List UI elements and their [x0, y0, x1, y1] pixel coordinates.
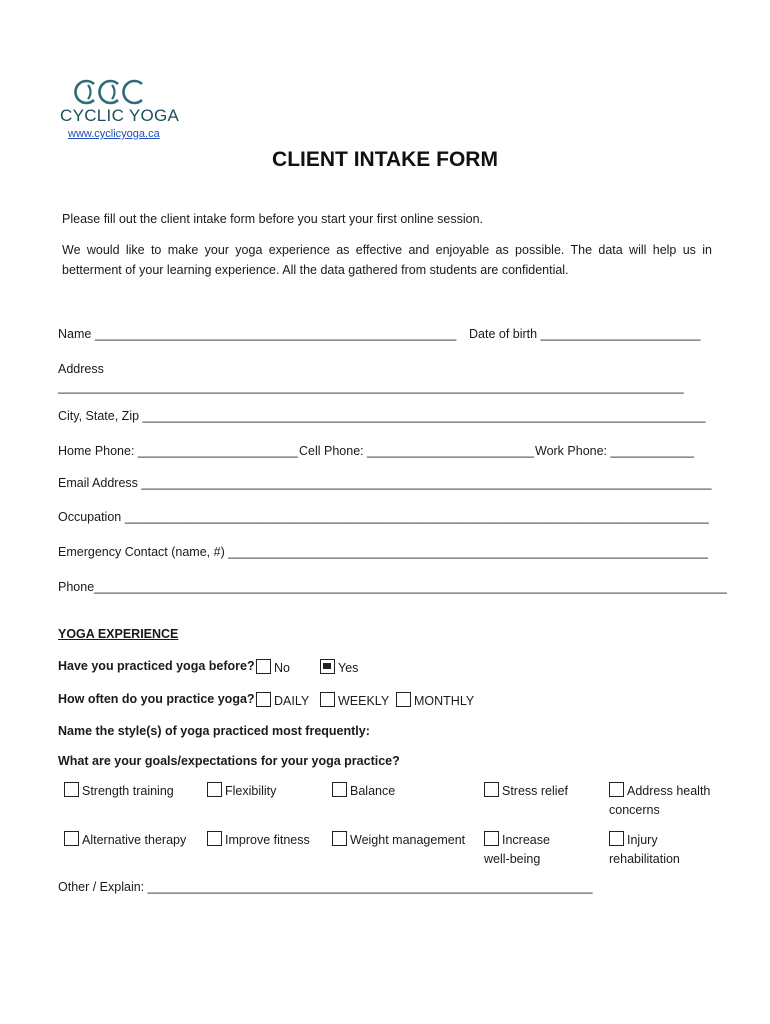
option-yes[interactable] [320, 659, 358, 675]
form-title: CLIENT INTAKE FORM [272, 148, 498, 171]
goal-label: Improve fitness [225, 833, 310, 847]
goal-alternative-therapy[interactable] [64, 831, 204, 850]
checkbox-injury-rehabilitation[interactable] [609, 831, 624, 846]
goal-label: Increase well-being [484, 833, 550, 866]
checkbox-improve-fitness[interactable] [207, 831, 222, 846]
cell-phone-field[interactable]: Cell Phone: ________________________ [299, 444, 534, 458]
home-phone-field[interactable]: Home Phone: _______________________ [58, 444, 298, 458]
intro-text-2: We would like to make your yoga experience as effective and enjoyable as possible. The data will help us in betterment of your learning experience. All the data gathered from students are confidential. [62, 243, 712, 277]
address-label: Address [58, 362, 104, 376]
practice-frequency-question: How often do you practice yoga? [58, 692, 255, 706]
option-no-label: No [274, 661, 290, 675]
goal-label: Flexibility [225, 784, 277, 798]
cyclic-yoga-logo-icon [74, 78, 148, 106]
checkbox-balance[interactable] [332, 782, 347, 797]
work-phone-field[interactable]: Work Phone: ____________ [535, 444, 694, 458]
checkbox-flexibility[interactable] [207, 782, 222, 797]
checkbox-alternative-therapy[interactable] [64, 831, 79, 846]
intro-text-1: Please fill out the client intake form before you start your first online session. [62, 212, 484, 226]
date-of-birth-field[interactable]: Date of birth _______________________ [469, 327, 701, 341]
name-field[interactable]: Name ____________________________________________________ [58, 327, 457, 341]
phone-field[interactable]: Phone___________________________________________________________________________________________ [58, 580, 727, 594]
goal-balance[interactable] [332, 782, 472, 801]
option-monthly[interactable] [396, 692, 474, 708]
emergency-contact-field[interactable]: Emergency Contact (name, #) _____________________________________________________________________ [58, 545, 708, 559]
checkbox-no[interactable] [256, 659, 271, 674]
other-explain-field[interactable]: Other / Explain: ________________________________________________________________ [58, 880, 593, 894]
goal-label: Strength training [82, 784, 174, 798]
checkbox-increase-well-being[interactable] [484, 831, 499, 846]
option-yes-label: Yes [338, 661, 359, 675]
option-no[interactable] [256, 659, 290, 675]
address-field[interactable]: __________________________________________________________________________________________ [58, 380, 684, 394]
email-field[interactable]: Email Address __________________________________________________________________________________ [58, 476, 712, 490]
goal-weight-management[interactable] [332, 831, 477, 850]
checkbox-weekly[interactable] [320, 692, 335, 707]
goal-improve-fitness[interactable] [207, 831, 327, 850]
goal-address-health-concerns[interactable] [609, 782, 719, 820]
yoga-style-question: Name the style(s) of yoga practiced most frequently: [58, 724, 370, 738]
goal-label: Address health concerns [609, 784, 711, 817]
occupation-field[interactable]: Occupation ____________________________________________________________________________________ [58, 510, 709, 524]
checkbox-yes-checked[interactable] [320, 659, 335, 674]
option-daily-label: DAILY [274, 694, 310, 708]
option-daily[interactable] [256, 692, 309, 708]
goal-label: Alternative therapy [82, 833, 187, 847]
goal-label: Weight management [350, 833, 466, 847]
checkbox-monthly[interactable] [396, 692, 411, 707]
checkbox-daily[interactable] [256, 692, 271, 707]
goal-label: Stress relief [502, 784, 568, 798]
goal-increase-well-being[interactable] [484, 831, 574, 869]
checkbox-weight-management[interactable] [332, 831, 347, 846]
goal-strength-training[interactable] [64, 782, 204, 801]
checkbox-stress-relief[interactable] [484, 782, 499, 797]
goals-question: What are your goals/expectations for your yoga practice? [58, 754, 400, 768]
goal-injury-rehabilitation[interactable] [609, 831, 704, 869]
website-link[interactable]: www.cyclicyoga.ca [68, 128, 160, 140]
option-weekly[interactable] [320, 692, 389, 708]
yoga-experience-heading: YOGA EXPERIENCE [58, 627, 179, 641]
goal-label: Balance [350, 784, 396, 798]
checkbox-strength-training[interactable] [64, 782, 79, 797]
city-state-zip-field[interactable]: City, State, Zip _________________________________________________________________________________ [58, 409, 706, 423]
checkbox-address-health-concerns[interactable] [609, 782, 624, 797]
goal-label: Injury rehabilitation [609, 833, 680, 866]
goal-stress-relief[interactable] [484, 782, 594, 801]
option-weekly-label: WEEKLY [338, 694, 390, 708]
brand-name: CYCLIC YOGA [60, 106, 180, 125]
option-monthly-label: MONTHLY [414, 694, 475, 708]
goal-flexibility[interactable] [207, 782, 327, 801]
practiced-before-question: Have you practiced yoga before? [58, 659, 255, 673]
